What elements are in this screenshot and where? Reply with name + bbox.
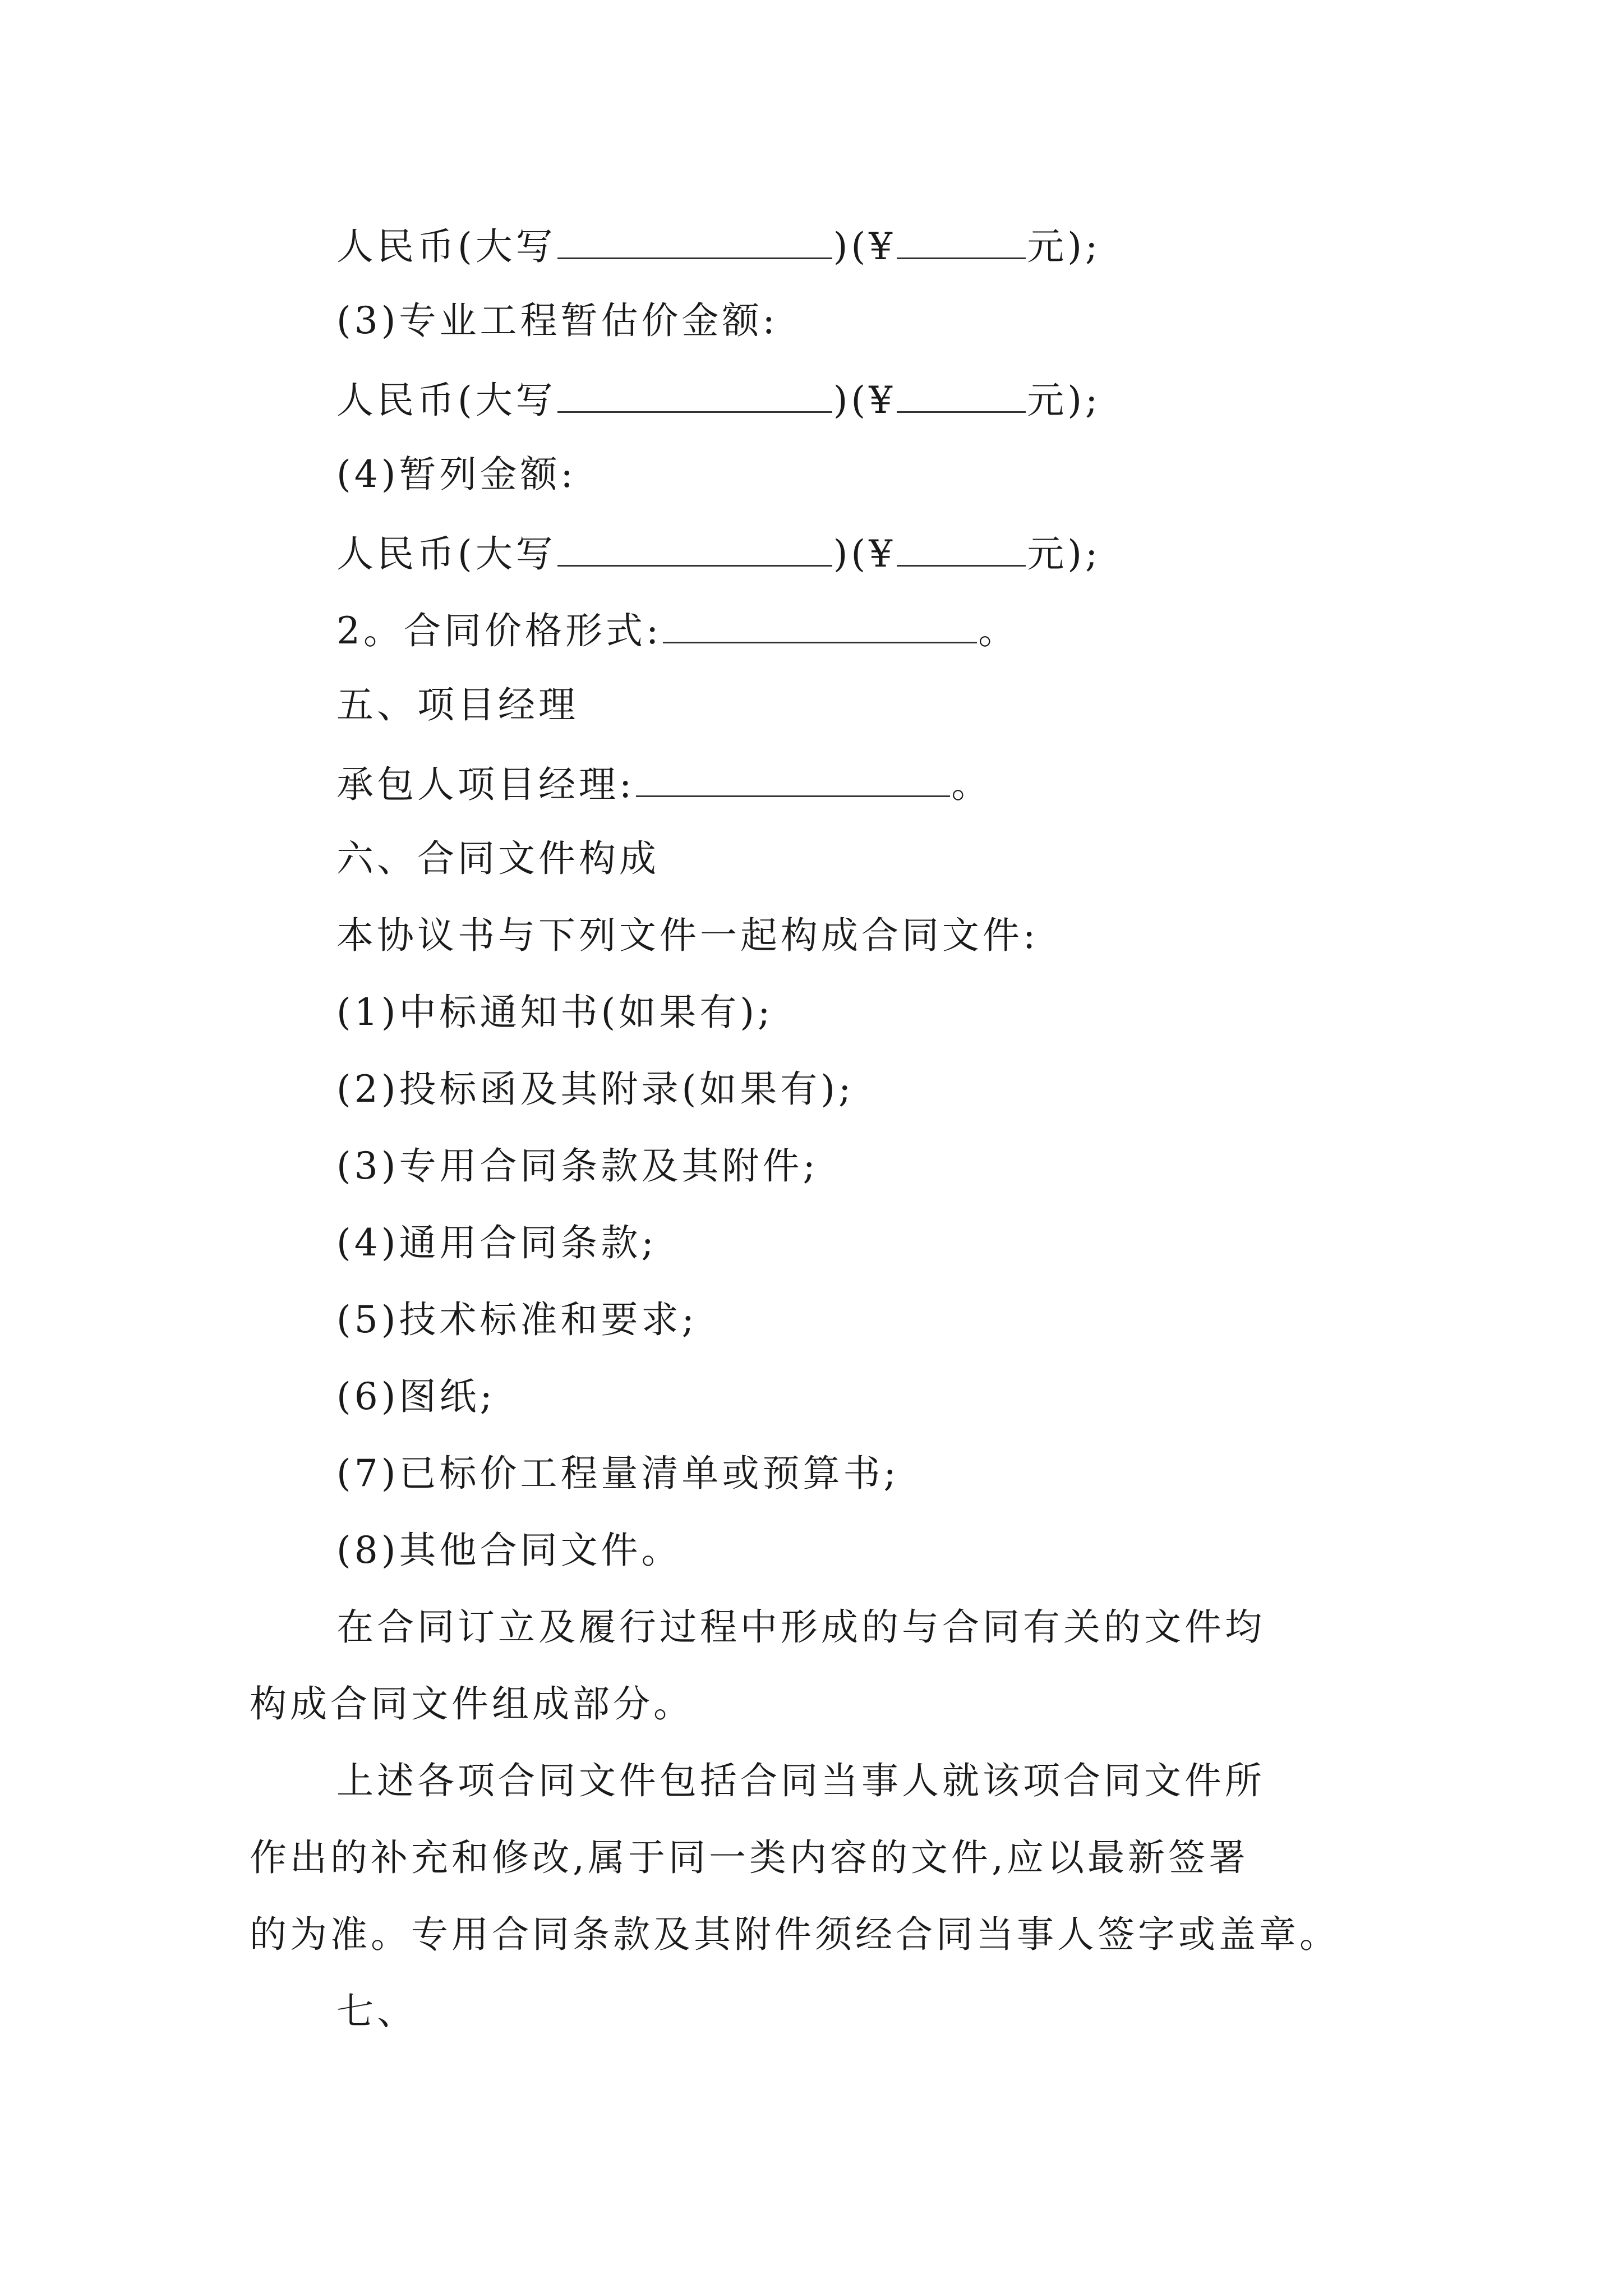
list-item xyxy=(336,1451,900,1496)
item-text: (3)专用合同条款及其附件; xyxy=(336,1144,819,1188)
yen-label: )(¥ xyxy=(833,532,896,576)
price-label: 人民币(大写 xyxy=(336,379,556,422)
list-item xyxy=(336,1528,682,1573)
paragraph-1-line-1 xyxy=(336,1605,1265,1650)
paragraph-2-line-2 xyxy=(250,1835,1249,1880)
item-text: 本协议书与下列文件一起构成合同文件: xyxy=(336,914,1039,957)
contract-price-form-line xyxy=(336,606,1018,654)
period: 。 xyxy=(978,609,1019,652)
price-line-3 xyxy=(336,529,1101,577)
list-item xyxy=(336,298,778,343)
yuan-label: 元); xyxy=(1027,379,1101,422)
item-text: (7)已标价工程量清单或预算书; xyxy=(336,1452,900,1495)
heading-text: 六、合同文件构成 xyxy=(336,837,660,880)
list-intro xyxy=(336,913,1039,958)
amount-words-blank[interactable] xyxy=(557,529,832,567)
list-item xyxy=(336,990,773,1035)
yen-label: )(¥ xyxy=(833,379,896,422)
heading-text: 七、 xyxy=(336,1990,417,2033)
period: 。 xyxy=(951,763,992,806)
item-text: 2。合同价格形式: xyxy=(336,609,662,652)
price-label: 人民币(大写 xyxy=(336,225,556,268)
item-text: (3)专业工程暂估价金额: xyxy=(336,299,778,342)
price-line-2 xyxy=(336,375,1101,423)
paragraph-2-line-1 xyxy=(336,1759,1265,1803)
list-item xyxy=(336,1221,657,1266)
list-item xyxy=(336,452,577,497)
yen-label: )(¥ xyxy=(833,225,896,268)
yuan-label: 元); xyxy=(1027,225,1101,268)
paragraph-text: 的为准。专用合同条款及其附件须经合同当事人签字或盖章。 xyxy=(250,1913,1340,1956)
item-text: (4)暂列金额: xyxy=(336,453,577,496)
item-text: (2)投标函及其附录(如果有); xyxy=(336,1068,855,1111)
paragraph-text: 构成合同文件组成部分。 xyxy=(250,1682,694,1726)
paragraph-text: 上述各项合同文件包括合同当事人就该项合同文件所 xyxy=(336,1759,1265,1802)
paragraph-text: 在合同订立及履行过程中形成的与合同有关的文件均 xyxy=(336,1605,1265,1649)
list-item xyxy=(336,1374,496,1419)
section-heading-five xyxy=(336,683,579,728)
section-heading-six xyxy=(336,836,660,881)
amount-number-blank[interactable] xyxy=(897,529,1026,567)
amount-words-blank[interactable] xyxy=(557,375,832,413)
contract-price-form-blank[interactable] xyxy=(663,606,977,643)
item-text: (1)中标通知书(如果有); xyxy=(336,991,774,1034)
project-manager-line xyxy=(336,760,992,807)
paragraph-2-line-3 xyxy=(250,1912,1340,1957)
item-text: (6)图纸; xyxy=(336,1375,496,1418)
paragraph-1-line-2 xyxy=(250,1682,694,1727)
item-text: (8)其他合同文件。 xyxy=(336,1529,682,1572)
amount-number-blank[interactable] xyxy=(897,222,1026,259)
item-text: 承包人项目经理: xyxy=(336,763,635,806)
list-item xyxy=(336,1144,819,1189)
list-item xyxy=(336,1067,854,1112)
item-text: (4)通用合同条款; xyxy=(336,1221,657,1264)
amount-number-blank[interactable] xyxy=(897,375,1026,413)
item-text: (5)技术标准和要求; xyxy=(336,1298,698,1341)
heading-text: 五、项目经理 xyxy=(336,683,579,726)
amount-words-blank[interactable] xyxy=(557,222,832,259)
price-line-1 xyxy=(336,222,1101,269)
yuan-label: 元); xyxy=(1027,532,1101,576)
price-label: 人民币(大写 xyxy=(336,532,556,576)
list-item xyxy=(336,1297,698,1342)
section-heading-seven xyxy=(336,1989,417,2034)
paragraph-text: 作出的补充和修改,属于同一类内容的文件,应以最新签署 xyxy=(250,1836,1249,1879)
project-manager-blank[interactable] xyxy=(636,760,950,797)
